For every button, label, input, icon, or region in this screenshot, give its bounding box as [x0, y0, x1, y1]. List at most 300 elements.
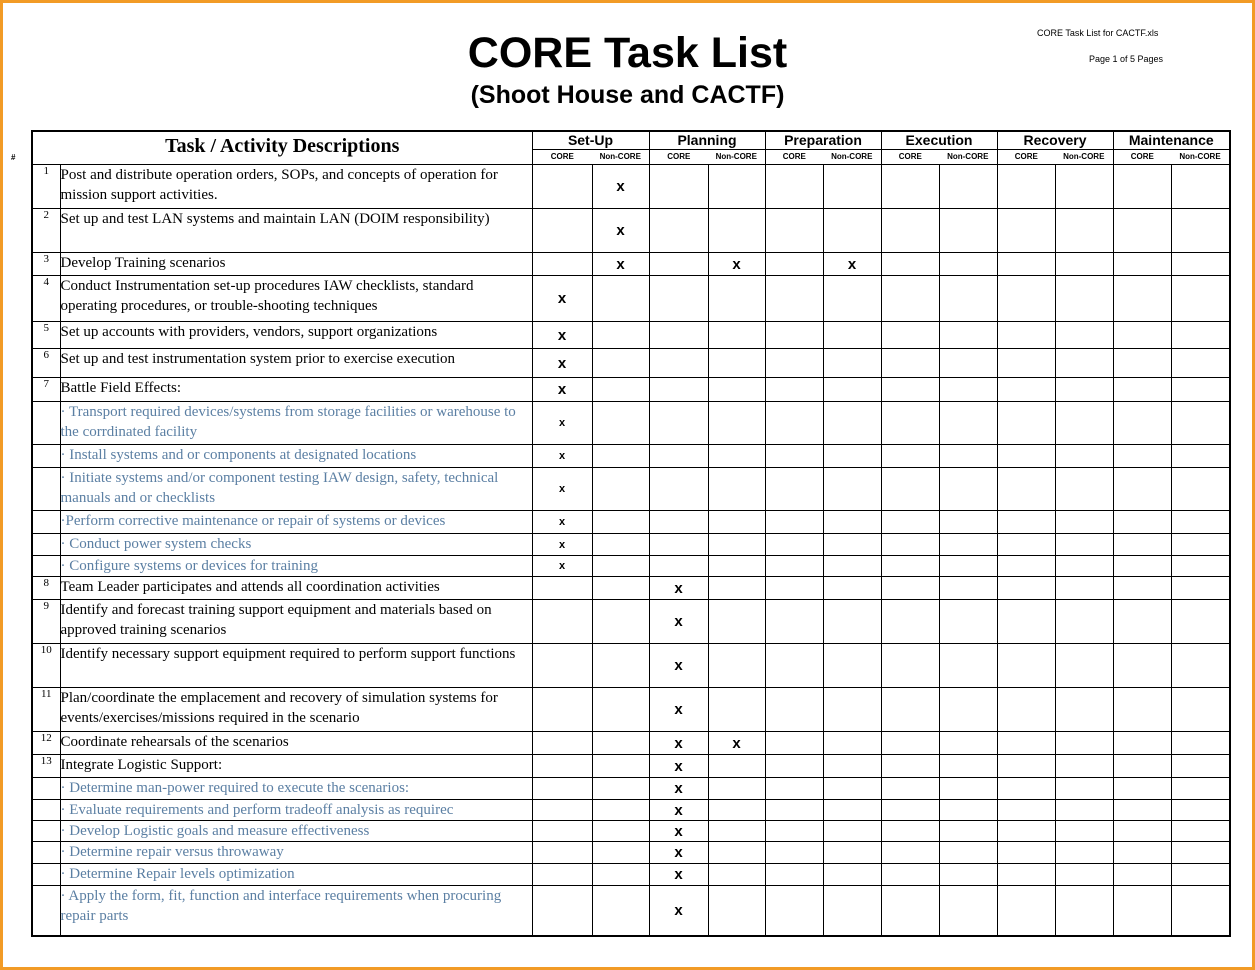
- empty-cell: [532, 732, 592, 755]
- empty-cell: [939, 253, 997, 276]
- empty-cell: [765, 577, 823, 600]
- task-mark: x: [649, 755, 708, 778]
- empty-cell: [532, 864, 592, 886]
- phase-header-execution: Execution: [881, 131, 997, 150]
- sub-task-description: · Configure systems or devices for training: [60, 556, 532, 577]
- empty-cell: [881, 755, 939, 778]
- empty-cell: [649, 322, 708, 349]
- empty-cell: [939, 378, 997, 402]
- empty-cell: [823, 778, 881, 800]
- core-subheader: CORE: [881, 150, 939, 165]
- empty-cell: [997, 165, 1055, 209]
- empty-cell: [592, 445, 649, 468]
- empty-cell: [997, 378, 1055, 402]
- empty-cell: [997, 732, 1055, 755]
- empty-cell: [592, 732, 649, 755]
- task-header-label: Task / Activity Descriptions: [165, 135, 400, 157]
- empty-cell: [765, 755, 823, 778]
- task-description: Set up accounts with providers, vendors, support organizations: [60, 322, 532, 349]
- empty-cell: [1113, 886, 1171, 936]
- task-mark: x: [649, 778, 708, 800]
- empty-cell: [1055, 577, 1113, 600]
- empty-cell: [823, 322, 881, 349]
- table-row: [32, 534, 1230, 556]
- empty-cell: [939, 511, 997, 534]
- empty-cell: [532, 821, 592, 842]
- task-number: 6: [32, 349, 60, 378]
- empty-cell: [881, 886, 939, 936]
- empty-cell: [708, 209, 765, 253]
- empty-cell: [823, 468, 881, 511]
- empty-cell: [1055, 209, 1113, 253]
- empty-cell: [592, 511, 649, 534]
- task-description: Plan/coordinate the emplacement and recovery of simulation systems for events/exercises/missions required in the scenario: [60, 688, 532, 732]
- empty-cell: [881, 556, 939, 577]
- empty-cell: [939, 209, 997, 253]
- empty-cell: [532, 209, 592, 253]
- empty-cell: [997, 600, 1055, 644]
- empty-cell: [881, 778, 939, 800]
- empty-cell: [939, 732, 997, 755]
- empty-cell: [881, 732, 939, 755]
- empty-cell: [881, 276, 939, 322]
- task-description: Post and distribute operation orders, SOPs, and concepts of operation for mission support activities.: [60, 165, 532, 209]
- empty-cell: [1113, 577, 1171, 600]
- empty-cell: [939, 821, 997, 842]
- empty-cell: [1055, 688, 1113, 732]
- task-number: 5: [32, 322, 60, 349]
- empty-cell: [823, 886, 881, 936]
- task-mark: x: [649, 577, 708, 600]
- empty-cell: [1113, 276, 1171, 322]
- empty-cell: [592, 688, 649, 732]
- empty-cell: [939, 534, 997, 556]
- empty-cell: [708, 556, 765, 577]
- page-title: CORE Task List: [467, 29, 788, 77]
- empty-cell: [1055, 886, 1113, 936]
- task-mark: x: [532, 402, 592, 445]
- empty-cell: [708, 445, 765, 468]
- empty-cell: [823, 821, 881, 842]
- empty-cell: [997, 322, 1055, 349]
- empty-cell: [881, 821, 939, 842]
- empty-cell: [1055, 445, 1113, 468]
- task-description: Conduct Instrumentation set-up procedures IAW checklists, standard operating procedures, or trouble-shooting techniques: [60, 276, 532, 322]
- empty-cell: [881, 378, 939, 402]
- empty-cell: [1171, 864, 1230, 886]
- empty-cell: [881, 209, 939, 253]
- table-row: [32, 468, 1230, 511]
- empty-cell: [823, 600, 881, 644]
- empty-cell: [592, 600, 649, 644]
- empty-cell: [1113, 322, 1171, 349]
- empty-cell: [592, 886, 649, 936]
- empty-cell: [1171, 402, 1230, 445]
- empty-cell: [1171, 755, 1230, 778]
- empty-cell: [997, 886, 1055, 936]
- table-row: [32, 755, 1230, 778]
- task-mark: x: [532, 534, 592, 556]
- empty-cell: [532, 644, 592, 688]
- empty-cell: [765, 886, 823, 936]
- empty-cell: [1171, 209, 1230, 253]
- empty-cell: [532, 886, 592, 936]
- empty-cell: [532, 600, 592, 644]
- empty-cell: [532, 253, 592, 276]
- task-number: [32, 511, 60, 534]
- empty-cell: [532, 577, 592, 600]
- empty-cell: [997, 511, 1055, 534]
- empty-cell: [765, 821, 823, 842]
- table-row: [32, 864, 1230, 886]
- empty-cell: [765, 445, 823, 468]
- task-description: Integrate Logistic Support:: [60, 755, 532, 778]
- task-mark: x: [592, 165, 649, 209]
- empty-cell: [1055, 534, 1113, 556]
- empty-cell: [708, 886, 765, 936]
- empty-cell: [1113, 165, 1171, 209]
- empty-cell: [1113, 864, 1171, 886]
- empty-cell: [1055, 600, 1113, 644]
- task-number: 8: [32, 577, 60, 600]
- table-row: [32, 577, 1230, 600]
- empty-cell: [592, 276, 649, 322]
- task-description: Develop Training scenarios: [60, 253, 532, 276]
- task-mark: x: [649, 732, 708, 755]
- empty-cell: [765, 534, 823, 556]
- empty-cell: [1113, 253, 1171, 276]
- empty-cell: [1055, 511, 1113, 534]
- empty-cell: [997, 644, 1055, 688]
- task-mark: x: [708, 732, 765, 755]
- empty-cell: [1113, 600, 1171, 644]
- empty-cell: [708, 644, 765, 688]
- empty-cell: [592, 778, 649, 800]
- task-column-header: [11, 131, 532, 165]
- task-mark: x: [708, 253, 765, 276]
- empty-cell: [823, 402, 881, 445]
- empty-cell: [592, 556, 649, 577]
- task-table-body: [32, 165, 1230, 936]
- task-mark: x: [649, 600, 708, 644]
- empty-cell: [881, 644, 939, 688]
- task-number: [32, 468, 60, 511]
- sub-task-description: · Determine Repair levels optimization: [60, 864, 532, 886]
- empty-cell: [592, 534, 649, 556]
- table-row: [32, 276, 1230, 322]
- table-row: [32, 445, 1230, 468]
- empty-cell: [1113, 842, 1171, 864]
- empty-cell: [1113, 821, 1171, 842]
- core-subheader: CORE: [1113, 150, 1171, 165]
- empty-cell: [1113, 732, 1171, 755]
- empty-cell: [997, 577, 1055, 600]
- empty-cell: [939, 755, 997, 778]
- empty-cell: [823, 577, 881, 600]
- table-row: [32, 688, 1230, 732]
- empty-cell: [823, 378, 881, 402]
- empty-cell: [939, 402, 997, 445]
- empty-cell: [1113, 445, 1171, 468]
- table-row: [32, 378, 1230, 402]
- empty-cell: [997, 842, 1055, 864]
- task-mark: x: [532, 378, 592, 402]
- empty-cell: [1055, 468, 1113, 511]
- task-table: [11, 130, 1231, 937]
- task-description: Set up and test instrumentation system prior to exercise execution: [60, 349, 532, 378]
- empty-cell: [532, 688, 592, 732]
- task-number: [32, 445, 60, 468]
- empty-cell: [1055, 732, 1113, 755]
- empty-cell: [997, 253, 1055, 276]
- sub-task-description: · Conduct power system checks: [60, 534, 532, 556]
- empty-cell: [1113, 349, 1171, 378]
- noncore-subheader: Non-CORE: [1171, 150, 1230, 165]
- empty-cell: [1171, 800, 1230, 821]
- table-row: [32, 322, 1230, 349]
- empty-cell: [1171, 732, 1230, 755]
- empty-cell: [939, 800, 997, 821]
- empty-cell: [939, 688, 997, 732]
- task-mark: x: [532, 349, 592, 378]
- task-number: 7: [32, 378, 60, 402]
- empty-cell: [881, 600, 939, 644]
- empty-cell: [939, 322, 997, 349]
- empty-cell: [823, 732, 881, 755]
- empty-cell: [1171, 378, 1230, 402]
- empty-cell: [1055, 842, 1113, 864]
- empty-cell: [708, 349, 765, 378]
- empty-cell: [1171, 253, 1230, 276]
- table-row: [32, 349, 1230, 378]
- empty-cell: [708, 276, 765, 322]
- phase-header-planning: Planning: [649, 131, 765, 150]
- core-subheader: CORE: [765, 150, 823, 165]
- task-mark: x: [823, 253, 881, 276]
- sub-task-description: ·Perform corrective maintenance or repair of systems or devices: [60, 511, 532, 534]
- empty-cell: [1113, 402, 1171, 445]
- phase-header-setup: Set-Up: [532, 131, 649, 150]
- empty-cell: [1055, 821, 1113, 842]
- empty-cell: [939, 577, 997, 600]
- task-description: Identify and forecast training support equipment and materials based on approved training scenarios: [60, 600, 532, 644]
- noncore-subheader: Non-CORE: [592, 150, 649, 165]
- table-row: [32, 600, 1230, 644]
- task-mark: x: [649, 800, 708, 821]
- sub-task-description: · Initiate systems and/or component testing IAW design, safety, technical manuals and or checklists: [60, 468, 532, 511]
- empty-cell: [823, 800, 881, 821]
- empty-cell: [997, 209, 1055, 253]
- task-mark: x: [532, 468, 592, 511]
- empty-cell: [823, 688, 881, 732]
- empty-cell: [592, 800, 649, 821]
- empty-cell: [708, 864, 765, 886]
- empty-cell: [708, 755, 765, 778]
- empty-cell: [939, 556, 997, 577]
- number-column-header: #: [11, 153, 16, 162]
- table-row: [32, 842, 1230, 864]
- table-row: [32, 253, 1230, 276]
- empty-cell: [881, 688, 939, 732]
- empty-cell: [708, 600, 765, 644]
- sub-task-description: · Evaluate requirements and perform tradeoff analysis as requirec: [60, 800, 532, 821]
- table-row: [32, 556, 1230, 577]
- task-number: 2: [32, 209, 60, 253]
- task-mark: x: [532, 276, 592, 322]
- empty-cell: [765, 688, 823, 732]
- empty-cell: [881, 322, 939, 349]
- empty-cell: [649, 349, 708, 378]
- task-number: [32, 778, 60, 800]
- empty-cell: [997, 755, 1055, 778]
- empty-cell: [708, 378, 765, 402]
- empty-cell: [1113, 755, 1171, 778]
- empty-cell: [708, 534, 765, 556]
- empty-cell: [765, 864, 823, 886]
- empty-cell: [765, 600, 823, 644]
- empty-cell: [765, 778, 823, 800]
- noncore-subheader: Non-CORE: [823, 150, 881, 165]
- core-subheader: CORE: [649, 150, 708, 165]
- empty-cell: [592, 864, 649, 886]
- empty-cell: [1055, 276, 1113, 322]
- page-subtitle: (Shoot House and CACTF): [470, 81, 785, 109]
- empty-cell: [823, 276, 881, 322]
- empty-cell: [1171, 577, 1230, 600]
- empty-cell: [881, 511, 939, 534]
- empty-cell: [708, 821, 765, 842]
- empty-cell: [997, 349, 1055, 378]
- empty-cell: [592, 378, 649, 402]
- phase-header-maintenance: Maintenance: [1113, 131, 1230, 150]
- task-number: 9: [32, 600, 60, 644]
- empty-cell: [1171, 778, 1230, 800]
- empty-cell: [592, 577, 649, 600]
- empty-cell: [708, 165, 765, 209]
- empty-cell: [592, 644, 649, 688]
- task-description: Team Leader participates and attends all coordination activities: [60, 577, 532, 600]
- task-mark: x: [592, 253, 649, 276]
- empty-cell: [532, 755, 592, 778]
- empty-cell: [881, 577, 939, 600]
- empty-cell: [1113, 778, 1171, 800]
- empty-cell: [765, 253, 823, 276]
- empty-cell: [765, 511, 823, 534]
- empty-cell: [997, 468, 1055, 511]
- empty-cell: [532, 800, 592, 821]
- empty-cell: [708, 688, 765, 732]
- table-row: [32, 209, 1230, 253]
- empty-cell: [823, 165, 881, 209]
- empty-cell: [823, 209, 881, 253]
- task-number: 10: [32, 644, 60, 688]
- empty-cell: [1113, 209, 1171, 253]
- empty-cell: [1055, 322, 1113, 349]
- empty-cell: [592, 821, 649, 842]
- empty-cell: [708, 322, 765, 349]
- empty-cell: [765, 402, 823, 445]
- empty-cell: [1171, 534, 1230, 556]
- task-mark: x: [592, 209, 649, 253]
- noncore-subheader: Non-CORE: [939, 150, 997, 165]
- task-number: 12: [32, 732, 60, 755]
- empty-cell: [1171, 644, 1230, 688]
- task-mark: x: [532, 322, 592, 349]
- sub-task-description: · Determine repair versus throwaway: [60, 842, 532, 864]
- noncore-subheader: Non-CORE: [708, 150, 765, 165]
- empty-cell: [1055, 378, 1113, 402]
- table-row: [32, 800, 1230, 821]
- empty-cell: [765, 644, 823, 688]
- empty-cell: [939, 778, 997, 800]
- empty-cell: [649, 445, 708, 468]
- empty-cell: [1171, 556, 1230, 577]
- empty-cell: [1171, 349, 1230, 378]
- empty-cell: [649, 402, 708, 445]
- empty-cell: [939, 842, 997, 864]
- phase-header-preparation: Preparation: [765, 131, 881, 150]
- sub-task-description: · Install systems and or components at designated locations: [60, 445, 532, 468]
- empty-cell: [765, 349, 823, 378]
- empty-cell: [765, 556, 823, 577]
- empty-cell: [649, 253, 708, 276]
- empty-cell: [1171, 165, 1230, 209]
- empty-cell: [1055, 800, 1113, 821]
- table-row: [32, 644, 1230, 688]
- task-mark: x: [649, 842, 708, 864]
- empty-cell: [765, 276, 823, 322]
- empty-cell: [1171, 322, 1230, 349]
- empty-cell: [823, 534, 881, 556]
- empty-cell: [708, 468, 765, 511]
- table-row: [32, 402, 1230, 445]
- task-mark: x: [649, 688, 708, 732]
- empty-cell: [1055, 349, 1113, 378]
- empty-cell: [881, 165, 939, 209]
- empty-cell: [881, 445, 939, 468]
- empty-cell: [649, 209, 708, 253]
- empty-cell: [997, 534, 1055, 556]
- task-number: [32, 821, 60, 842]
- sub-task-description: · Determine man-power required to execute the scenarios:: [60, 778, 532, 800]
- empty-cell: [1055, 644, 1113, 688]
- empty-cell: [592, 402, 649, 445]
- empty-cell: [1171, 600, 1230, 644]
- empty-cell: [1171, 886, 1230, 936]
- sub-task-description: · Develop Logistic goals and measure effectiveness: [60, 821, 532, 842]
- empty-cell: [823, 842, 881, 864]
- task-number: [32, 842, 60, 864]
- empty-cell: [997, 556, 1055, 577]
- empty-cell: [1113, 468, 1171, 511]
- empty-cell: [1055, 556, 1113, 577]
- page-info: Page 1 of 5 Pages: [1089, 54, 1164, 64]
- empty-cell: [823, 511, 881, 534]
- empty-cell: [997, 800, 1055, 821]
- empty-cell: [881, 468, 939, 511]
- task-number: 4: [32, 276, 60, 322]
- empty-cell: [881, 864, 939, 886]
- task-number: [32, 864, 60, 886]
- empty-cell: [823, 445, 881, 468]
- task-number: [32, 886, 60, 936]
- empty-cell: [939, 644, 997, 688]
- empty-cell: [881, 842, 939, 864]
- empty-cell: [765, 378, 823, 402]
- empty-cell: [532, 778, 592, 800]
- core-subheader: CORE: [997, 150, 1055, 165]
- empty-cell: [939, 445, 997, 468]
